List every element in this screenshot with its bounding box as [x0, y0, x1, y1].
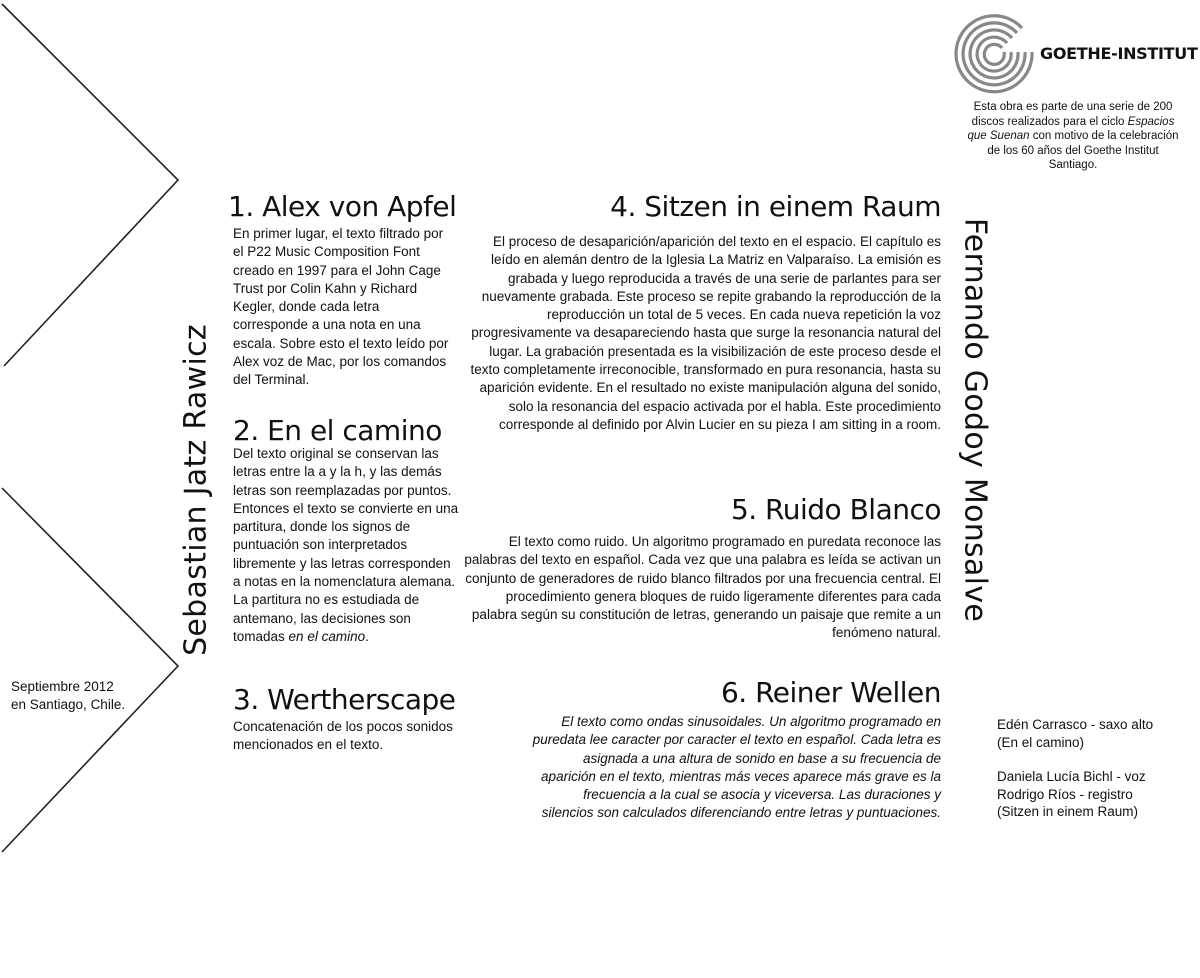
- section-2-end: .: [365, 628, 369, 644]
- section-4-body: El proceso de desaparición/aparición del texto en el espacio. El capítulo es leído en alemán dentro de la Iglesia La Matriz en Valparaíso. La emisión es grabada y luego reproducida a través de una serie de parlantes para ser nuevamente grabada. Este proceso se repite grabando la reproducción de la reproducción un total de 5 veces. En cada nueva repetición la voz progresivamente va desapareciendo hasta que surge la resonancia natural del lugar. La grabación presentada es la visibilización de este proceso desde el texto completamente irreconocible, transformado en pura resonancia, hasta su aparición evidente. En el resultado no existe manipulación alguna del sonido, solo la resonancia del espacio activada por el habla. Este procedimiento corresponde al definido por Alvin Lucier en su pieza I am sitting in a room.: [470, 234, 941, 432]
- section-2-body: [233, 445, 459, 646]
- place-line: en Santiago, Chile.: [11, 697, 126, 712]
- date-place: [11, 678, 125, 714]
- credits: [997, 716, 1153, 821]
- section-3-title: 3. Wertherscape: [233, 683, 456, 716]
- section-5-title: 5. Ruido Blanco: [730, 493, 941, 526]
- caption-prefix: Esta obra es parte de una serie de 200 discos realizados para el ciclo: [971, 101, 1173, 128]
- logo-caption: [962, 100, 1184, 173]
- credit-2-line-3: (Sitzen in einem Raum): [997, 804, 1139, 819]
- section-4-title: 4. Sitzen in einem Raum: [610, 190, 941, 223]
- section-1-title: 1. Alex von Apfel: [228, 190, 457, 223]
- section-2-title: 2. En el camino: [233, 414, 442, 447]
- artist-left-name: Sebastian Jatz Rawicz: [178, 324, 214, 656]
- caption-italic: Espacios que Suenan: [967, 115, 1175, 143]
- section-2-italic: en el camino: [288, 628, 366, 644]
- upper-chevron-line: [2, 4, 178, 366]
- credit-2-line-1: Daniela Lucía Bichl - voz: [997, 769, 1146, 784]
- credit-1-line-2: (En el camino): [997, 734, 1085, 750]
- section-6-title: 6. Reiner Wellen: [720, 676, 941, 709]
- section-5-body: El texto como ruido. Un algoritmo programado en puredata reconoce las palabras del texto en español. Cada vez que una palabra es leída se activan un conjunto de generadores de ruido blanco filtrados por una frecuencia central. El procedimiento genera bloques de ruido ligeramente diferentes para cada palabra según su constitución de letras, generando un paisaje que remite a un fenómeno natural.: [464, 534, 941, 641]
- lower-chevron-line: [2, 488, 178, 852]
- date-line: Septiembre 2012: [11, 679, 114, 694]
- goethe-spiral-icon: [952, 10, 1038, 96]
- section-6-body: El texto como ondas sinusoidales. Un algoritmo programado en puredata lee caracter por caracter el texto en español. Cada letra es asignada a una altura de sonido en base a su frecuencia de aparición en el texto, mientras más veces aparece más grave es la frecuencia a la cual se asocia y viceversa. Las duraciones y silencios son calculados diferenciando entre letras y puntuaciones.: [532, 714, 941, 821]
- section-3-body: Concatenación de los pocos sonidos mencionados en el texto.: [233, 719, 453, 753]
- credit-spacer: [997, 751, 1153, 768]
- section-2-text: Del texto original se conservan las letras entre la a y la h, y las demás letras son reemplazadas por puntos. Entonces el texto se convierte en una partitura, donde los signos de puntuación son interpretados libremente y las letras corresponden a notas en la nomenclatura alemana. La partitura no es estudiada de antemano, las decisiones son tomadas: [233, 446, 459, 644]
- credit-1-line-1: Edén Carrasco - saxo alto: [997, 717, 1154, 732]
- section-1-body: En primer lugar, el texto filtrado por el P22 Music Composition Font creado en 1997 para el John Cage Trust por Colin Kahn y Richard Kegler, donde cada letra corresponde a una nota en una escala. Sobre esto el texto leído por Alex voz de Mac, por los comandos del Terminal.: [233, 226, 449, 388]
- credit-2-line-2: Rodrigo Ríos - registro: [997, 786, 1133, 802]
- goethe-logo: [952, 10, 1198, 90]
- caption-suffix: con motivo de la celebración de los 60 años del Goethe Institut Santiago.: [987, 130, 1179, 172]
- artist-right-name: Fernando Godoy Monsalve: [957, 217, 993, 623]
- goethe-logo-text: GOETHE-INSTITUT: [1040, 44, 1198, 63]
